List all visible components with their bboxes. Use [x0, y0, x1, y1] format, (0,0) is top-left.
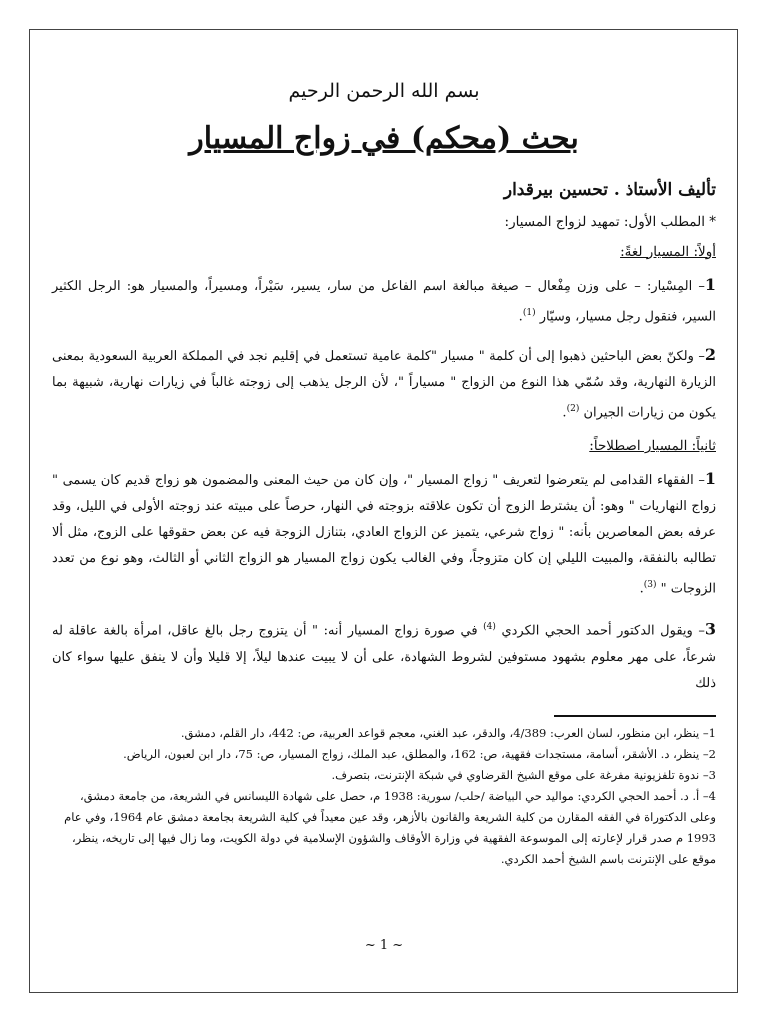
paragraph-text-continued: في صورة زواج المسيار أنه: " أن يتزوج رجل بالغ عاقل، امرأة بالغة عاقلة له شرعاً، على مهر معلوم بشهود مستوفين لشروط الشهادة، على أن لا يبيت عندها ليلاً، إلا قليلا وأن لا ينفق عليها سواء كان ذلك: [52, 623, 716, 691]
page-title: بحث (محكم) في زواج المسيار: [189, 121, 579, 156]
footnote-3: 3– ندوة تلفزيونية مفرغة على موقع الشيخ القرضاوي في شبكة الإنترنت، بتصرف.: [331, 767, 716, 782]
paragraph-number: 1: [704, 274, 716, 294]
paragraph-3: 1– الفقهاء القدامى لم يتعرضوا لتعريف " زواج المسيار "، وإن كان من حيث المعنى والمضمون هو زواج قديم كان يسمى " زواج النهاريات " وهو: أن يشترط الزوج أن تكون علاقته بزوجته في النهار، حرصاً على مبيته عند زوجته الأولى في الليل، وقد عرفه بعض المعاصرين بأنه: " زواج شرعي، يتميز عن الزواج العادي، بتنازل الزوجة فيه عن بعض حقوقها على الزوج، مثل ألا تطالبه بالنفقة، والمبيت الليلي إن كان متزوجاً، وفي الغالب يكون زواج المسيار هو الزواج الثاني أو الثالث، وهو نوع من تعدد الزوجات " $^{(3)}$.: [52, 469, 716, 597]
paragraph-text: – ولكنّ بعض الباحثين ذهبوا إلى أن كلمة " مسيار "كلمة عامية تستعمل في إقليم نجد في المملكة العربية السعودية بمعنى الزيارة النهارية، وقد سُمّي هذا النوع من الزواج " مسياراً "، لأن الرجل يذهب إلى زوجته غالباً في زيارات نهارية، شبيهة بما يكون من زيارات الجيران: [52, 348, 716, 421]
footnote-ref: (1): [522, 307, 536, 318]
footnote-1: 1– ينظر، ابن منظور، لسان العرب: 4/389، والدقر، عبد الغني، معجم قواعد العربية، ص: 442، دار القلم، دمشق.: [180, 725, 716, 740]
paragraph-number: 2: [704, 344, 716, 364]
footnote-ref: (4): [483, 622, 496, 633]
paragraph-number: 1: [704, 469, 716, 489]
footnote-ref: (3): [643, 580, 657, 591]
paragraph-text: – الفقهاء القدامى لم يتعرضوا لتعريف " زواج المسيار "، وإن كان من حيث المعنى والمضمون هو زواج قديم كان يسمى " زواج النهاريات " وهو: أن يشترط الزوج أن تكون علاقته بزوجته في النهار، حرصاً على مبيته عند زوجته الأولى في الليل، وقد عرفه بعض المعاصرين بأنه: " زواج شرعي، يتميز عن الزواج العادي، بتنازل الزوجة فيه عن بعض حقوقها على الزوج، مثل ألا تطالبه بالنفقة، والمبيت الليلي إن كان متزوجاً، وفي الغالب يكون زواج المسيار هو الزواج الثاني أو الثالث، وهو نوع من تعدد الزوجات ": [52, 473, 716, 597]
paragraph-number: 3: [704, 619, 716, 639]
footnote-4: 4– أ. د. أحمد الحجي الكردي: مواليد حي البياضة /حلب/ سورية: 1938 م، حصل على شهادة الليسانس في الشريعة، من جامعة دمشق، وعلى الدكتوراة في الفقه المقارن من كلية الشريعة والقانون بالأزهر، وقد عين معيداً في كلية الشريعة بجامعة دمشق عام 1964، وفي عام 1993 م صدر قرار لإعارته إلى الموسوعة الفقهية في وزارة الأوقاف والشؤون الإسلامية في دولة الكويت، وما زال فيها إلى تاريخه، ينظر، موقع على الإنترنت باسم الشيخ أحمد الكردي.: [64, 788, 716, 866]
section-heading: * المطلب الأول: تمهيد لزواج المسيار:: [504, 213, 716, 230]
paragraph-1: 1– المِسْيار: – على وزن مِفْعال – صيغة مبالغة اسم الفاعل من سار، يسير، سَيْراً، ومسيراً، والمسيار هو: الرجل الكثير السير، فنقول رجل مسيار، وسيّار $^{(1)}$.: [52, 274, 716, 324]
author-line: تأليف الأستاذ . تحسين بيرقدار: [503, 179, 716, 200]
basmala: بسم الله الرحمن الرحيم: [288, 80, 480, 102]
paragraph-text: – ويقول الدكتور أحمد الحجي الكردي: [501, 623, 705, 639]
paragraph-2: 2– ولكنّ بعض الباحثين ذهبوا إلى أن كلمة " مسيار "كلمة عامية تستعمل في إقليم نجد في المملكة العربية السعودية بمعنى الزيارة النهارية، وقد سُمّي هذا النوع من الزواج " مسياراً "، لأن الرجل يذهب إلى زوجته غالباً في زيارات نهارية، شبيهة بما يكون من زيارات الجيران $^{(2)}$.: [52, 344, 716, 421]
page-number: ~ 1 ~: [364, 938, 404, 953]
footnote-ref: (2): [566, 403, 580, 414]
footnotes: [52, 723, 716, 870]
document-page: [52, 80, 716, 870]
footnote-2: 2– ينظر، د. الأشقر، أسامة، مستجدات فقهية، ص: 162، والمطلق، عبد الملك، زواج المسيار، ص: 75، دار ابن لعبون، الرياض.: [123, 746, 716, 761]
subheading-technical: ثانياً: المسيار اصطلاحاً:: [589, 438, 716, 455]
paragraph-4: [52, 614, 716, 696]
footnote-divider: [554, 715, 716, 717]
paragraph-text: – المِسْيار: – على وزن مِفْعال – صيغة مبالغة اسم الفاعل من سار، يسير، سَيْراً، ومسيراً، والمسيار هو: الرجل الكثير السير، فنقول رجل مسيار، وسيّار: [52, 278, 716, 324]
subheading-linguistic: أولاً: المسيار لغةً:: [620, 243, 716, 260]
